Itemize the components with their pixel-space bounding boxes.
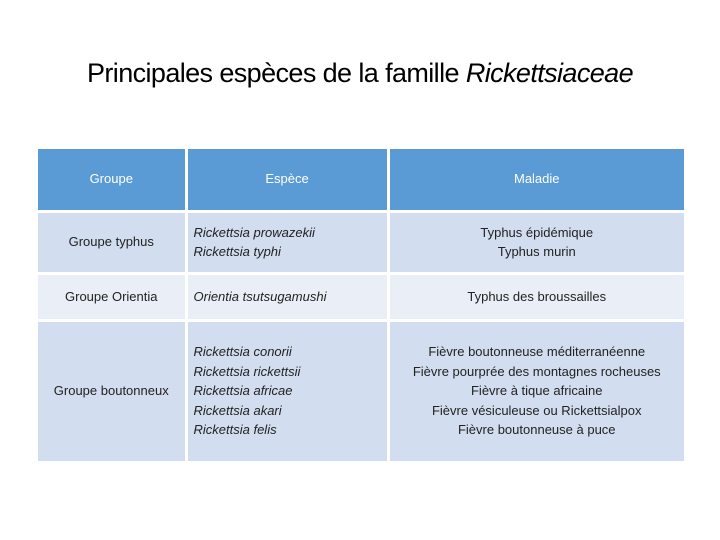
table-header-row bbox=[38, 149, 684, 211]
espece-item: Rickettsia felis bbox=[193, 422, 277, 438]
maladie-item: Fièvre boutonneuse méditerranéenne bbox=[428, 344, 646, 360]
maladie-item: Fièvre à tique africaine bbox=[470, 383, 603, 399]
maladie-item: Fièvre pourprée des montagnes rocheuses bbox=[412, 363, 661, 379]
groupe-label: Groupe boutonneux bbox=[53, 383, 169, 399]
cell-espece bbox=[186, 211, 388, 273]
cell-groupe bbox=[38, 211, 186, 273]
slide-title bbox=[0, 58, 720, 89]
cell-groupe bbox=[38, 273, 186, 320]
table-row bbox=[38, 320, 684, 462]
title-main: Principales espèces de la famille bbox=[87, 58, 466, 88]
cell-maladie bbox=[388, 320, 684, 462]
cell-espece bbox=[186, 320, 388, 462]
espece-item: Rickettsia rickettsii bbox=[193, 363, 301, 379]
maladie-item: Typhus des broussailles bbox=[467, 288, 607, 304]
cell-groupe bbox=[38, 320, 186, 462]
maladie-item: Typhus murin bbox=[497, 244, 576, 259]
espece-item: Orientia tsutsugamushi bbox=[193, 288, 327, 304]
table-row bbox=[38, 211, 684, 273]
groupe-label: Groupe Orientia bbox=[65, 288, 158, 304]
header-espece: Espèce bbox=[186, 149, 388, 211]
cell-maladie bbox=[388, 273, 684, 320]
maladie-item: Fièvre vésiculeuse ou Rickettsialpox bbox=[431, 402, 642, 418]
title-italic: Rickettsiaceae bbox=[465, 58, 633, 88]
header-groupe: Groupe bbox=[38, 149, 186, 211]
header-maladie: Maladie bbox=[388, 149, 684, 211]
espece-item: Rickettsia typhi bbox=[193, 244, 281, 259]
cell-maladie bbox=[388, 211, 684, 273]
espece-item: Rickettsia africae bbox=[193, 383, 293, 399]
table-row bbox=[38, 273, 684, 320]
espece-item: Rickettsia akari bbox=[193, 402, 282, 418]
espece-item: Rickettsia prowazekii bbox=[193, 224, 315, 240]
groupe-label: Groupe typhus bbox=[68, 234, 154, 250]
maladie-item: Fièvre boutonneuse à puce bbox=[457, 422, 616, 438]
cell-espece bbox=[186, 273, 388, 320]
espece-item: Rickettsia conorii bbox=[193, 344, 292, 360]
maladie-item: Typhus épidémique bbox=[480, 224, 594, 240]
species-table bbox=[38, 149, 684, 464]
